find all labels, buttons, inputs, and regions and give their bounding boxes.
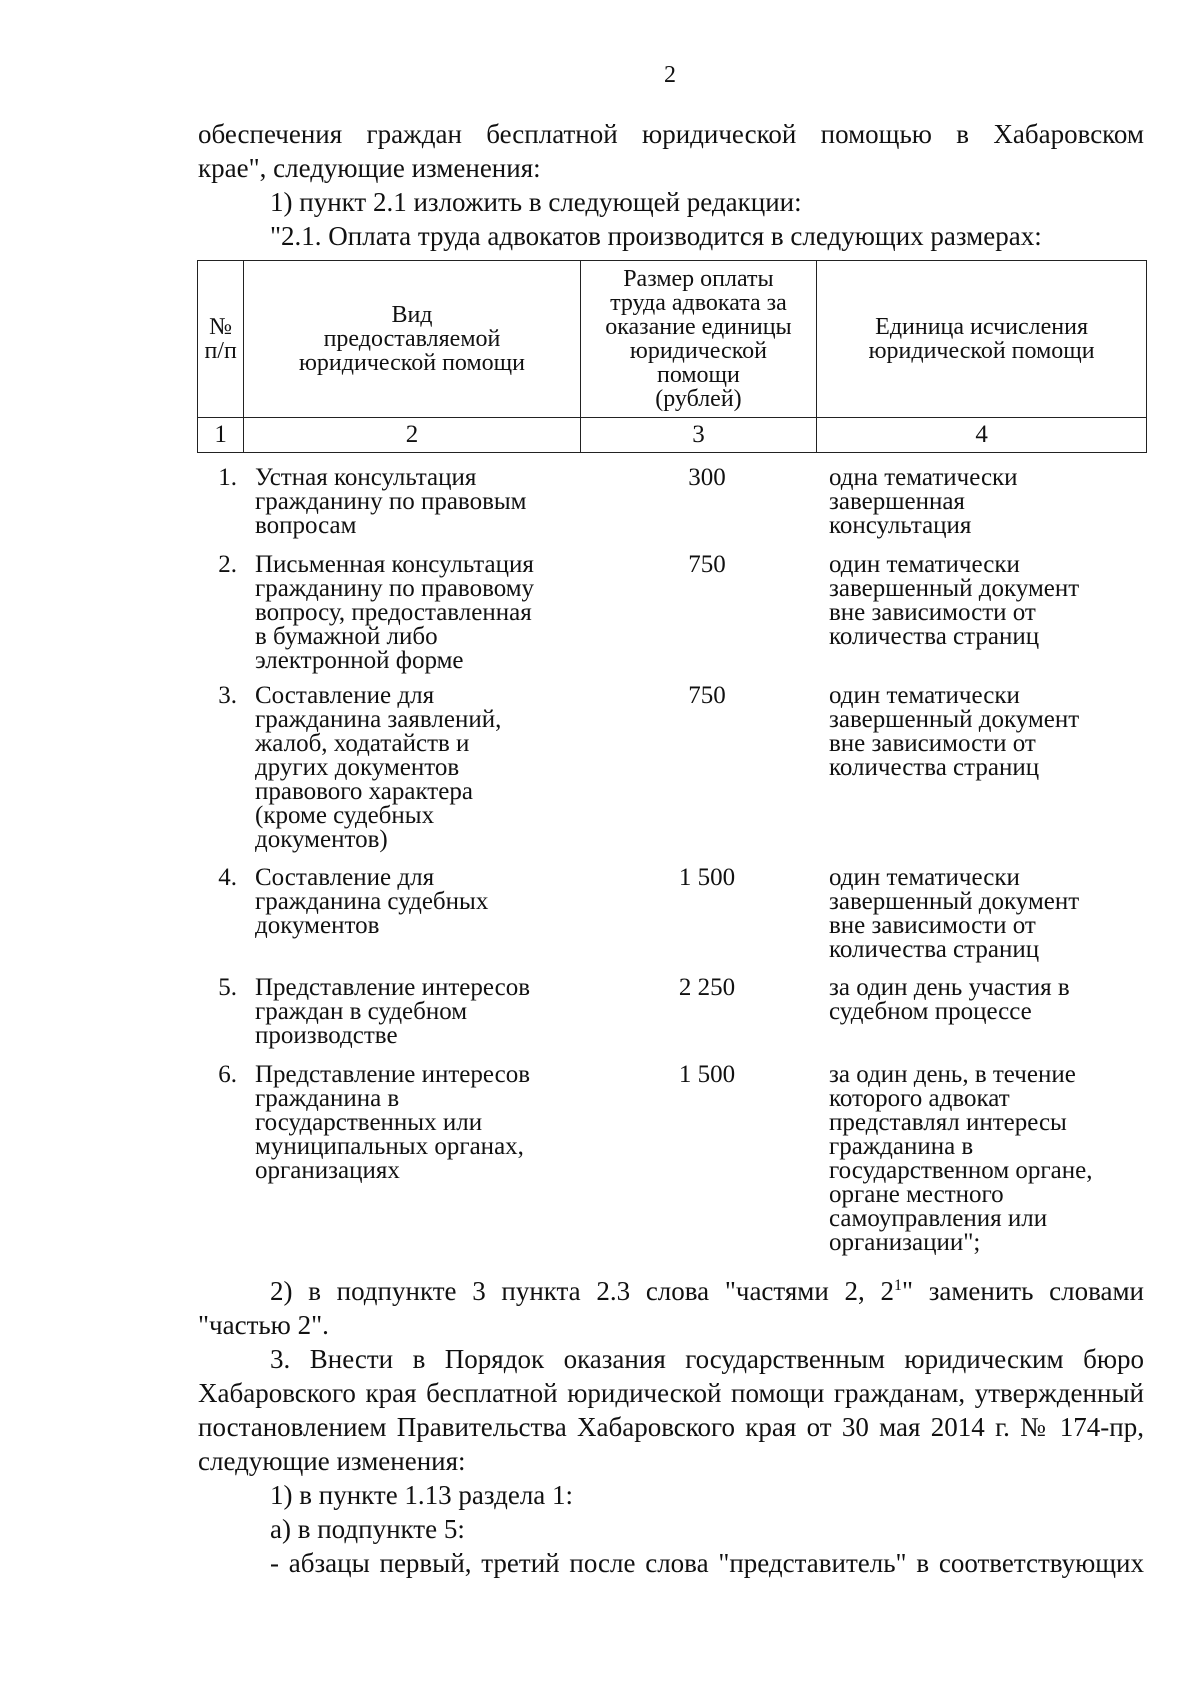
- row-unit: за один день участия в судебном процессе: [829, 974, 1070, 1025]
- row-unit: за один день, в течение которого адвокат представлял интересы гражданина в государственном органе, органе местного самоуправления или организации";: [829, 1061, 1093, 1256]
- intro-line-2: крае", следующие изменения:: [198, 153, 541, 183]
- row-price: 300: [688, 464, 726, 491]
- row-number: 3.: [218, 682, 237, 709]
- table-header-row: [198, 261, 1147, 418]
- row-number: 5.: [218, 974, 237, 1001]
- item-1-text: 1) пункт 2.1 изложить в следующей редакции:: [270, 187, 802, 217]
- item-2-paragraph: [198, 1274, 1144, 1342]
- row-unit: одна тематически завершенная консультация: [829, 464, 1018, 539]
- sub-item-1: [198, 1478, 1144, 1512]
- page-number: 2: [664, 62, 676, 88]
- row-number: 2.: [218, 551, 237, 578]
- item-1-quote-text: "2.1. Оплата труда адвокатов производится в следующих размерах:: [270, 221, 1042, 251]
- item-2-line-2: "частью 2".: [198, 1310, 329, 1340]
- paragraph-3-line-4: следующие изменения:: [198, 1446, 466, 1476]
- row-price: 2 250: [678, 974, 736, 1001]
- item-1-quote: [198, 219, 1144, 253]
- item-2-line-1: [198, 1274, 1144, 1308]
- item-2-superscript: 1: [893, 1277, 902, 1294]
- header-rate: Размер оплаты труда адвоката за оказание единицы юридической помощи (рублей): [580, 261, 816, 418]
- sub-item-dash: [198, 1546, 1144, 1580]
- item-1: [198, 185, 1144, 219]
- row-unit: один тематически завершенный документ вне зависимости от количества страниц: [829, 864, 1080, 963]
- paragraph-3-line-2: Хабаровского края бесплатной юридической помощи гражданам, утвержденный: [198, 1378, 1144, 1408]
- row-number: 1.: [218, 464, 237, 491]
- row-description: Письменная консультация гражданину по правовому вопросу, предоставленная в бумажной либо электронной форме: [255, 551, 535, 674]
- sub-item-a: [198, 1512, 1144, 1546]
- row-description: Представление интересов гражданина в государственных или муниципальных органах, организациях: [255, 1061, 531, 1184]
- column-number-2: 2: [244, 418, 580, 453]
- sub-item-1-text: 1) в пункте 1.13 раздела 1:: [270, 1480, 574, 1510]
- sub-item-a-text: а) в подпункте 5:: [270, 1514, 465, 1544]
- paragraph-3-line-3: постановлением Правительства Хабаровского края от 30 мая 2014 г. № 174-пр,: [198, 1412, 1144, 1442]
- paragraph-3-line-1: 3. Внести в Порядок оказания государственным юридическим бюро: [270, 1344, 1144, 1374]
- row-description: Представление интересов граждан в судебном производстве: [255, 974, 531, 1049]
- row-number: 6.: [218, 1061, 237, 1088]
- item-2-text-start: 2) в подпункте 3 пункта 2.3 слова "частями 2, 2: [270, 1276, 894, 1306]
- row-unit: один тематически завершенный документ вне зависимости от количества страниц: [829, 682, 1080, 781]
- row-price: 750: [688, 682, 726, 709]
- paragraph-3: [198, 1342, 1144, 1478]
- row-price: 1 500: [678, 1061, 736, 1088]
- rate-table-header: [197, 260, 1147, 453]
- column-number-3: 3: [580, 418, 816, 453]
- intro-line-1: обеспечения граждан бесплатной юридической помощью в Хабаровском: [198, 119, 1144, 149]
- column-number-4: 4: [817, 418, 1147, 453]
- row-description: Составление для гражданина судебных документов: [255, 864, 489, 939]
- row-price: 1 500: [678, 864, 736, 891]
- header-type: Вид предоставляемой юридической помощи: [244, 261, 580, 418]
- item-2-text-end: " заменить словами: [901, 1276, 1144, 1306]
- header-num: № п/п: [198, 261, 244, 418]
- header-unit: Единица исчисления юридической помощи: [817, 261, 1147, 418]
- row-number: 4.: [218, 864, 237, 891]
- row-unit: один тематически завершенный документ вне зависимости от количества страниц: [829, 551, 1080, 650]
- row-description: Устная консультация гражданину по правовым вопросам: [255, 464, 527, 539]
- sub-item-dash-text: - абзацы первый, третий после слова "представитель" в соответствующих: [270, 1548, 1144, 1578]
- row-description: Составление для гражданина заявлений, жалоб, ходатайств и других документов правового характера (кроме судебных документов): [255, 682, 502, 853]
- table-column-numbers: [198, 418, 1147, 453]
- intro-paragraph: [198, 117, 1144, 185]
- column-number-1: 1: [198, 418, 244, 453]
- row-price: 750: [688, 551, 726, 578]
